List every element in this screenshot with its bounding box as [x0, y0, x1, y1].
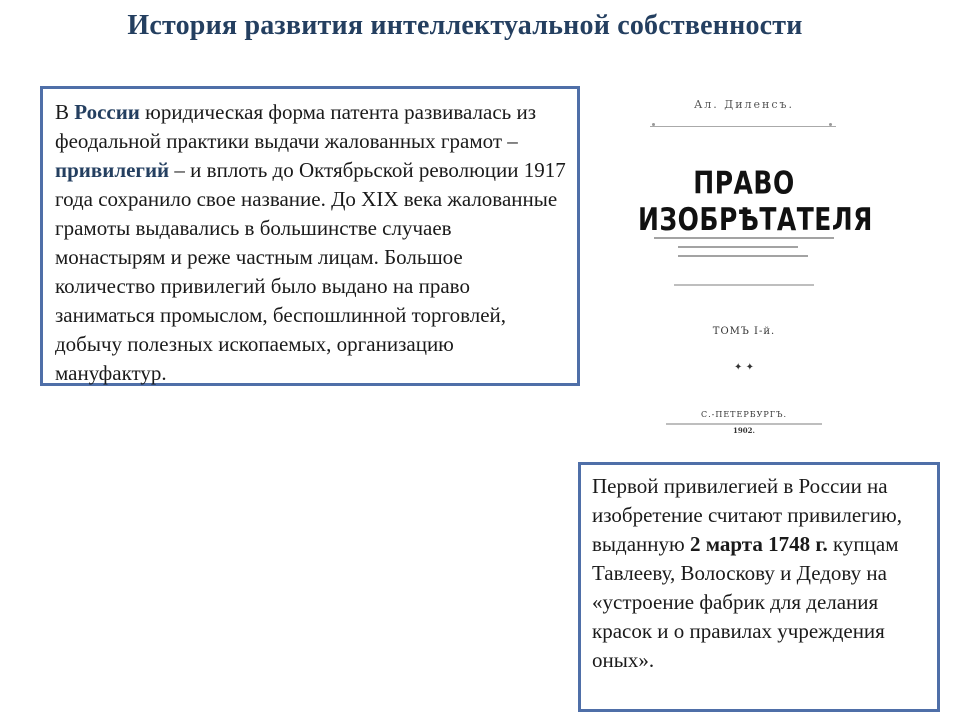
book-ornament: ✦ ✦ — [734, 362, 754, 373]
text-run: юридическая форма патента развивалась из феодальной практики выдачи жалованных грамот – — [55, 100, 537, 153]
book-subtitle-line — [678, 246, 798, 248]
book-main-title: ПРАВО ИЗОБРѢТАТЕЛЯ — [638, 164, 873, 238]
slide-title: История развития интеллектуальной собственности — [127, 10, 803, 41]
book-year: 1902. — [733, 426, 755, 435]
book-press-line — [666, 423, 822, 425]
highlight-privileges: привилегий — [55, 158, 170, 182]
russia-patent-history-textbox — [40, 86, 580, 386]
book-volume: ТОМЪ I-й. — [712, 326, 776, 337]
first-privilege-textbox — [578, 462, 940, 712]
highlight-date: 2 марта 1748 г. — [689, 532, 828, 556]
book-title-page-image — [638, 90, 873, 435]
ornament-dot — [829, 123, 832, 126]
book-subtitle-line — [678, 255, 808, 257]
book-author: Ал. Диленсъ. — [693, 98, 795, 111]
highlight-russia: России — [74, 100, 140, 124]
book-subtitle-line — [654, 237, 834, 239]
book-city: С.-ПЕТЕРБУРГЪ. — [701, 410, 787, 419]
book-edition-line — [674, 284, 814, 286]
book-rule — [650, 126, 836, 127]
text-run: – и вплоть до Октябрьской революции 1917 года сохранило свое название. До XIX века жалованные грамоты выдавались в большинстве случаев монастырям и реже частным лицам. Большое количество привилегий было выдано на право заниматься промыслом, беспошлинной торговлей, добычу полезных ископаемых, организацию мануфактур. — [55, 158, 566, 385]
text-run: В — [55, 100, 75, 124]
text-run: Первой привилегией в России на изобретение считают привилегию, выданную — [592, 474, 902, 556]
text-run: купцам Тавлееву, Волоскову и Дедову на «устроение фабрик для делания красок и о правилах учреждения оных». — [592, 532, 899, 672]
